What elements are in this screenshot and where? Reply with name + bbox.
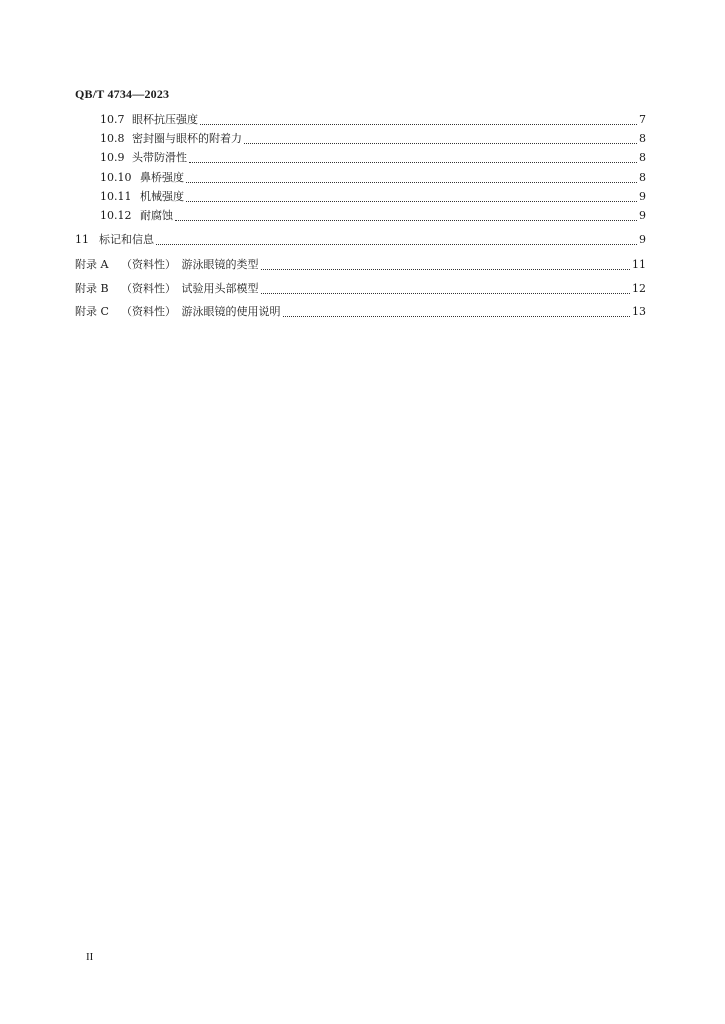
toc-leader-dots	[186, 200, 637, 202]
toc-entry-11[interactable]	[75, 231, 646, 247]
toc-entry-title: （资料性） 游泳眼镜的使用说明	[121, 305, 281, 318]
toc-entry-page: 13	[632, 305, 646, 318]
toc-entry-10-10[interactable]	[100, 169, 646, 185]
toc-entry-page: 8	[639, 171, 646, 184]
toc-entry-number: 附录 B	[75, 282, 109, 295]
toc-entry-10-12[interactable]	[100, 207, 646, 223]
toc-entry-number: 附录 C	[75, 305, 109, 318]
toc-leader-dots	[200, 123, 637, 125]
toc-leader-dots	[156, 243, 637, 245]
toc-entry-number: 10.8	[100, 132, 125, 145]
toc-entry-10-11[interactable]	[100, 188, 646, 204]
toc-leader-dots	[261, 268, 631, 270]
toc-leader-dots	[283, 315, 631, 317]
toc-entry-page: 12	[632, 282, 646, 295]
toc-entry-page: 8	[639, 151, 646, 164]
toc-entry-appendix-c[interactable]	[75, 303, 646, 319]
toc-entry-10-8[interactable]	[100, 130, 646, 146]
toc-entry-10-9[interactable]	[100, 149, 646, 165]
toc-entry-page: 9	[639, 233, 646, 246]
toc-entry-number: 附录 A	[75, 258, 109, 271]
toc-leader-dots	[189, 161, 637, 163]
toc-leader-dots	[244, 142, 637, 144]
toc-entry-number: 11	[75, 233, 89, 246]
toc-leader-dots	[186, 181, 637, 183]
toc-entry-10-7[interactable]	[100, 111, 646, 127]
toc-entry-page: 8	[639, 132, 646, 145]
toc-entry-title: 机械强度	[140, 190, 184, 203]
toc-entry-number: 10.11	[100, 190, 132, 203]
document-code-header: QB/T 4734—2023	[75, 87, 170, 101]
toc-entry-appendix-a[interactable]	[75, 256, 646, 272]
toc-entry-title: 眼杯抗压强度	[132, 113, 198, 126]
page-number-footer: II	[86, 951, 94, 963]
toc-entry-page: 9	[639, 209, 646, 222]
toc-entry-page: 9	[639, 190, 646, 203]
toc-entry-title: 密封圈与眼杯的附着力	[132, 132, 242, 145]
toc-entry-page: 7	[639, 113, 646, 126]
toc-entry-title: 标记和信息	[99, 233, 154, 246]
toc-entry-title: 耐腐蚀	[140, 209, 173, 222]
toc-entry-number: 10.7	[100, 113, 125, 126]
toc-entry-title: 鼻桥强度	[140, 171, 184, 184]
toc-entry-number: 10.12	[100, 209, 132, 222]
toc-entry-page: 11	[632, 258, 646, 271]
toc-leader-dots	[261, 292, 631, 294]
toc-leader-dots	[175, 219, 637, 221]
toc-entry-title: （资料性） 试验用头部模型	[121, 282, 259, 295]
toc-entry-number: 10.9	[100, 151, 125, 164]
toc-entry-number: 10.10	[100, 171, 132, 184]
toc-entry-title: 头带防滑性	[132, 151, 187, 164]
toc-entry-appendix-b[interactable]	[75, 280, 646, 296]
toc-entry-title: （资料性） 游泳眼镜的类型	[121, 258, 259, 271]
